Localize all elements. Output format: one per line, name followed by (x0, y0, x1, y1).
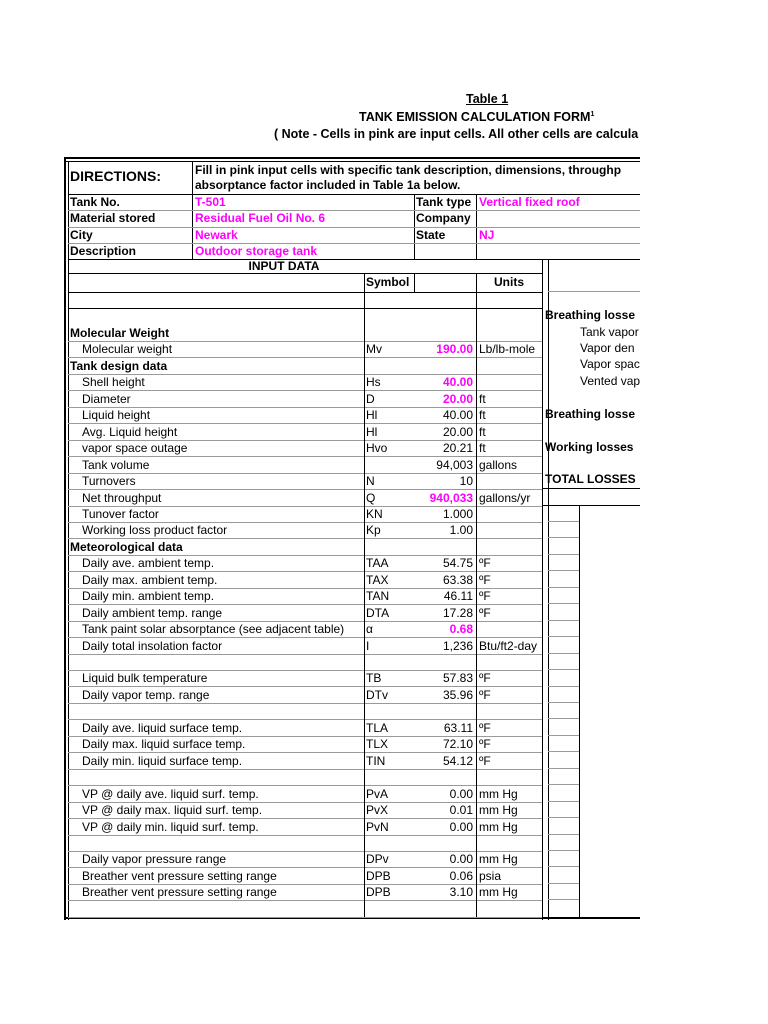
vented-vapor-label: Vented vap (580, 374, 640, 388)
row-value-input[interactable]: 940,033 (429, 491, 473, 505)
row-value: 17.28 (442, 606, 473, 620)
row-label: Net throughput (82, 491, 162, 505)
vapor-density-label: Vapor den (580, 341, 635, 355)
row-unit: psia (479, 869, 502, 883)
units-column-header: Units (494, 275, 524, 289)
row-unit: ºF (479, 556, 491, 570)
row-value: 20.00 (442, 425, 473, 439)
row-label: Daily vapor temp. range (82, 688, 210, 702)
row-unit: mm Hg (479, 820, 518, 834)
row-value: 54.12 (442, 754, 473, 768)
row-value-input[interactable]: 0.68 (449, 622, 473, 636)
row-label: Daily max. ambient temp. (82, 573, 218, 587)
tank-vapor-label: Tank vapor (580, 325, 639, 339)
row-label: Daily min. liquid surface temp. (82, 754, 243, 768)
row-label: VP @ daily max. liquid surf. temp. (82, 803, 263, 817)
row-label: Tank volume (82, 458, 150, 472)
row-symbol: PvA (366, 787, 389, 801)
row-label: Avg. Liquid height (82, 425, 178, 439)
row-label: Diameter (82, 392, 131, 406)
row-label: Daily ave. liquid surface temp. (82, 721, 243, 735)
row-value: 94,003 (436, 458, 473, 472)
row-unit: ft (479, 408, 486, 422)
row-label: VP @ daily ave. liquid surf. temp. (82, 787, 259, 801)
form-title (359, 110, 594, 124)
row-label: Breather vent pressure setting range (82, 885, 277, 899)
row-value: 1,236 (442, 639, 473, 653)
row-value: 72.10 (442, 737, 473, 751)
section-heading: Molecular Weight (70, 326, 170, 340)
row-symbol: Mv (366, 342, 382, 356)
row-label: vapor space outage (82, 441, 188, 455)
directions-label: DIRECTIONS: (70, 168, 161, 184)
row-symbol: PvN (366, 820, 389, 834)
input-data-title: INPUT DATA (248, 259, 320, 273)
row-label: Daily total insolation factor (82, 639, 223, 653)
row-label: Tunover factor (82, 507, 159, 521)
row-symbol: Q (366, 491, 376, 505)
material-input[interactable]: Residual Fuel Oil No. 6 (195, 211, 326, 225)
row-label: Liquid bulk temperature (82, 671, 208, 685)
row-symbol: TIN (366, 754, 386, 768)
breathing-losses-heading: Breathing losse (545, 308, 636, 322)
row-label: Turnovers (82, 474, 136, 488)
row-symbol: Hs (366, 375, 381, 389)
row-symbol: TLA (366, 721, 389, 735)
working-losses-label: Working losses (545, 440, 634, 454)
row-symbol: DPB (366, 869, 391, 883)
row-unit: gallons (479, 458, 518, 472)
row-value: 40.00 (442, 408, 473, 422)
row-unit: ft (479, 425, 486, 439)
row-unit: mm Hg (479, 885, 518, 899)
row-unit: ºF (479, 671, 491, 685)
row-value-input[interactable]: 40.00 (442, 375, 473, 389)
row-label: Shell height (82, 375, 145, 389)
row-symbol: Hvo (366, 441, 388, 455)
description-label: Description (70, 244, 137, 258)
row-unit: gallons/yr (479, 491, 531, 505)
city-label: City (70, 228, 93, 242)
row-symbol: Hl (366, 408, 378, 422)
material-label: Material stored (70, 211, 156, 225)
calculation-sheet (64, 157, 640, 920)
vapor-space-label: Vapor spac (580, 357, 640, 371)
row-unit: ºF (479, 721, 491, 735)
company-label: Company (416, 211, 471, 225)
row-unit: ºF (479, 606, 491, 620)
row-value: 63.11 (443, 721, 473, 735)
row-unit: ºF (479, 688, 491, 702)
row-label: Daily ave. ambient temp. (82, 556, 215, 570)
description-input[interactable]: Outdoor storage tank (195, 244, 318, 258)
city-input[interactable]: Newark (195, 228, 238, 242)
row-label: Working loss product factor (82, 523, 228, 537)
row-symbol: TAX (366, 573, 389, 587)
row-value: 0.00 (449, 852, 473, 866)
row-unit: ºF (479, 573, 491, 587)
row-label: Daily min. ambient temp. (82, 589, 215, 603)
row-unit: mm Hg (479, 803, 518, 817)
form-title-text: TANK EMISSION CALCULATION FORM (359, 110, 591, 124)
section-heading: Meteorological data (70, 540, 183, 554)
row-label: Breather vent pressure setting range (82, 869, 277, 883)
row-symbol: DPv (366, 852, 389, 866)
tank-type-input[interactable]: Vertical fixed roof (479, 195, 580, 209)
row-value: 10 (459, 474, 473, 488)
row-unit: ºF (479, 589, 491, 603)
directions-line-2: absorptance factor included in Table 1a below. (195, 178, 461, 192)
state-label: State (416, 228, 446, 242)
row-value: 63.38 (442, 573, 473, 587)
row-unit: ºF (479, 754, 491, 768)
row-symbol: TLX (366, 737, 389, 751)
row-value: 0.00 (449, 820, 473, 834)
row-value: 57.83 (442, 671, 473, 685)
symbol-column-header: Symbol (366, 275, 410, 289)
breathing-losses-total-label: Breathing losse (545, 407, 636, 421)
row-unit: mm Hg (479, 852, 518, 866)
row-label: Daily ambient temp. range (82, 606, 223, 620)
row-unit: ft (479, 441, 486, 455)
table-label: Table 1 (466, 92, 509, 106)
state-input[interactable]: NJ (479, 228, 495, 242)
row-value: 1.000 (442, 507, 473, 521)
row-symbol: D (366, 392, 375, 406)
row-label: VP @ daily min. liquid surf. temp. (82, 820, 259, 834)
footnote-mark: 1 (590, 110, 595, 118)
row-symbol: KN (366, 507, 383, 521)
row-value: 0.01 (449, 803, 473, 817)
tank-no-input[interactable]: T-501 (195, 195, 226, 209)
row-unit: mm Hg (479, 787, 518, 801)
row-symbol: DTv (366, 688, 388, 702)
row-label: Daily vapor pressure range (82, 852, 227, 866)
row-symbol: TAA (366, 556, 389, 570)
row-value: 35.96 (442, 688, 473, 702)
row-symbol: Kp (366, 523, 381, 537)
row-value-input[interactable]: 190.00 (436, 342, 473, 356)
row-unit: Btu/ft2-day (479, 639, 538, 653)
row-label: Liquid height (82, 408, 151, 422)
tank-type-label: Tank type (416, 195, 472, 209)
row-symbol: α (366, 622, 373, 636)
row-unit: Lb/lb-mole (479, 342, 536, 356)
row-unit: ºF (479, 737, 491, 751)
row-value: 0.00 (449, 787, 473, 801)
row-value: 20.21 (442, 441, 473, 455)
section-heading: Tank design data (70, 359, 168, 373)
row-symbol: N (366, 474, 375, 488)
row-label: Molecular weight (82, 342, 173, 356)
tank-no-label: Tank No. (70, 195, 120, 209)
row-symbol: Hl (366, 425, 378, 439)
row-symbol: PvX (366, 803, 389, 817)
row-unit: ft (479, 392, 486, 406)
row-value: 46.11 (443, 589, 473, 603)
row-value-input[interactable]: 20.00 (442, 392, 473, 406)
row-symbol: TAN (366, 589, 390, 603)
input-cells-note: ( Note - Cells in pink are input cells. All other cells are calcula (274, 127, 639, 141)
row-symbol: TB (366, 671, 382, 685)
row-label: Tank paint solar absorptance (see adjacent table) (82, 622, 345, 636)
total-losses-label: TOTAL LOSSES (545, 472, 636, 486)
row-symbol: DTA (366, 606, 390, 620)
row-symbol: DPB (366, 885, 391, 899)
row-label: Daily max. liquid surface temp. (82, 737, 246, 751)
directions-line-1: Fill in pink input cells with specific tank description, dimensions, throughp (195, 163, 622, 177)
row-value: 3.10 (449, 885, 473, 899)
row-value: 1.00 (449, 523, 473, 537)
row-symbol: I (366, 639, 370, 653)
row-value: 0.06 (449, 869, 473, 883)
row-value: 54.75 (442, 556, 473, 570)
